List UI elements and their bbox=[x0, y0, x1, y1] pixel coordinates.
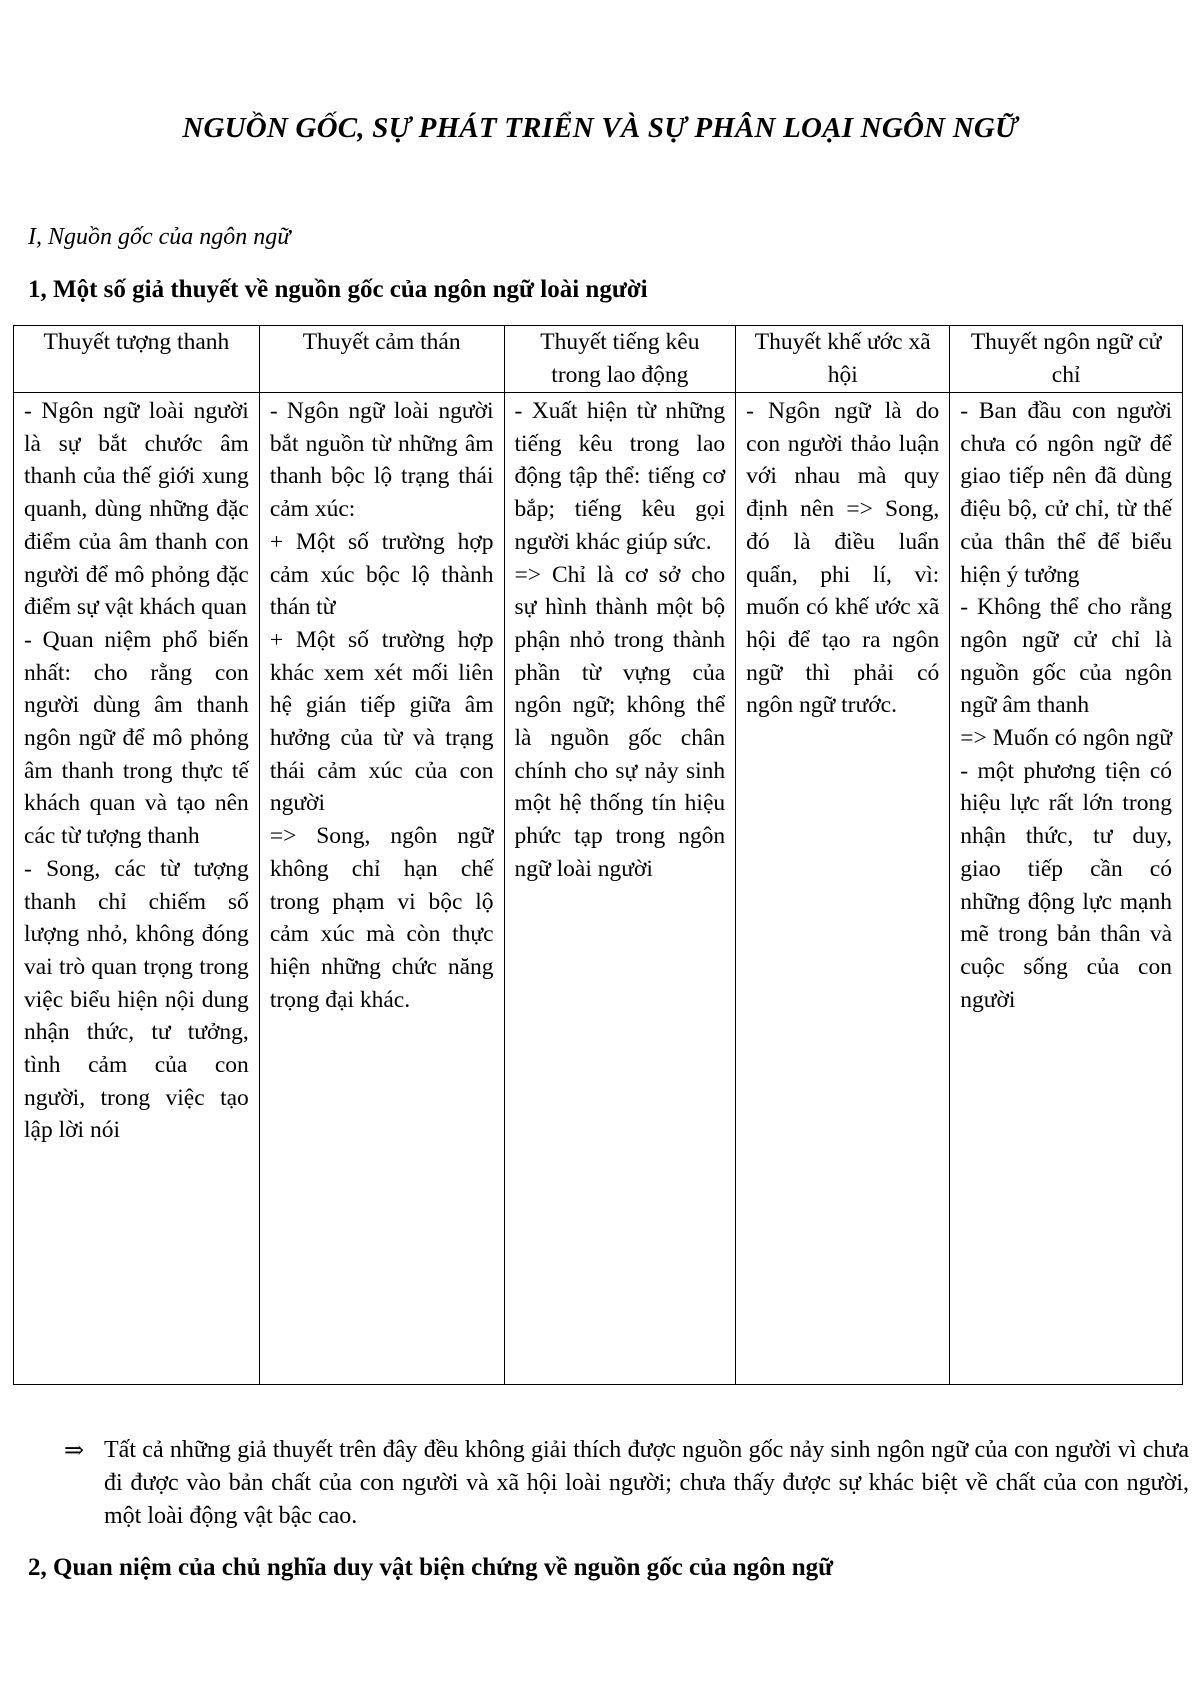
theory-table bbox=[13, 325, 1183, 1385]
header-tieng-keu: Thuyết tiếng kêu trong lao động bbox=[504, 326, 736, 393]
cell-paragraph: => Muốn có ngôn ngữ - một phương tiện có hiệu lực rất lớn trong nhận thức, tư duy, giao tiếp cần có những động lực mạnh mẽ trong bản thân và cuộc sống của con người bbox=[960, 725, 1172, 1013]
cell-tieng-keu bbox=[504, 393, 736, 1385]
cell-paragraph: - Quan niệm phổ biến nhất: cho rằng con người dùng âm thanh ngôn ngữ để mô phỏng âm thanh trong thực tế khách quan và tạo nên các từ tượng thanh bbox=[24, 626, 249, 850]
header-khe-uoc: Thuyết khế ước xã hội bbox=[736, 326, 950, 393]
header-cam-than: Thuyết cảm thán bbox=[259, 326, 504, 393]
conclusion-text: Tất cả những giả thuyết trên đây đều không giải thích được nguồn gốc nảy sinh ngôn ngữ của con người vì chưa đi được vào bản chất của con người và xã hội loài người; chưa thấy được sự khác biệt về chất của con người, một loài động vật bậc cao. bbox=[104, 1437, 1189, 1529]
cell-paragraph: + Một số trường hợp khác xem xét mối liên hệ gián tiếp giữa âm hưởng của từ và trạng thái cảm xúc của con người bbox=[269, 626, 494, 817]
header-tuong-thanh: Thuyết tượng thanh bbox=[14, 326, 260, 393]
cell-paragraph: - Không thể cho rằng ngôn ngữ cử chỉ là nguồn gốc của ngôn ngữ âm thanh bbox=[960, 594, 1172, 719]
conclusion-paragraph bbox=[64, 1434, 1189, 1533]
cell-paragraph: => Chỉ là cơ sở cho sự hình thành một bộ phận nhỏ trong thành phần từ vựng của ngôn ngữ; không thể là nguồn gốc chân chính cho sự nảy sinh một hệ thống tín hiệu phức tạp trong ngôn ngữ loài người bbox=[514, 561, 726, 882]
cell-paragraph: - Ban đầu con người chưa có ngôn ngữ để giao tiếp nên đã dùng điệu bộ, cử chỉ, từ thế của thân thể để biểu hiện ý tưởng bbox=[960, 398, 1172, 588]
subsection-heading-2: 2, Quan niệm của chủ nghĩa duy vật biện chứng về nguồn gốc của ngôn ngữ bbox=[28, 1554, 834, 1581]
cell-tuong-thanh bbox=[14, 393, 260, 1385]
implies-arrow-icon: ⇒ bbox=[64, 1436, 85, 1464]
cell-paragraph: - Ngôn ngữ là do con người thảo luận với nhau mà quy định nên => Song, đó là điều luẩn quẩn, phi lí, vì: muốn có khế ước xã hội để tạo ra ngôn ngữ thì phải có ngôn ngữ trước. bbox=[746, 398, 940, 719]
subsection-heading: 1, Một số giả thuyết về nguồn gốc của ngôn ngữ loài người bbox=[28, 276, 648, 303]
cell-cam-than bbox=[259, 393, 504, 1385]
cell-khe-uoc bbox=[736, 393, 950, 1385]
cell-paragraph: - Ngôn ngữ loài người là sự bắt chước âm thanh của thế giới xung quanh, dùng những đặc điểm của âm thanh con người để mô phỏng đặc điểm sự vật khách quan bbox=[24, 398, 249, 621]
cell-paragraph: - Ngôn ngữ loài người bắt nguồn từ những âm thanh bộc lộ trạng thái cảm xúc: bbox=[269, 398, 494, 523]
cell-paragraph: - Song, các từ tượng thanh chỉ chiếm số lượng nhỏ, không đóng vai trò quan trọng trong việc biểu hiện nội dung nhận thức, tư tưởng, tình cảm của con người, trong việc tạo lập lời nói bbox=[24, 855, 249, 1144]
table-header-row bbox=[14, 326, 1183, 393]
section-heading: I, Nguồn gốc của ngôn ngữ bbox=[28, 224, 291, 250]
page-title: NGUỒN GỐC, SỰ PHÁT TRIỂN VÀ SỰ PHÂN LOẠI NGÔN NGỮ bbox=[182, 112, 1018, 144]
cell-cu-chi bbox=[950, 393, 1183, 1385]
cell-paragraph: + Một số trường hợp cảm xúc bộc lộ thành thán từ bbox=[269, 528, 494, 621]
cell-paragraph: - Xuất hiện từ những tiếng kêu trong lao động tập thể: tiếng cơ bắp; tiếng kêu gọi người khác giúp sức. bbox=[514, 398, 726, 555]
table-row bbox=[14, 393, 1183, 1385]
cell-paragraph: => Song, ngôn ngữ không chỉ hạn chế trong phạm vi bộc lộ cảm xúc mà còn thực hiện những chức năng trọng đại khác. bbox=[269, 823, 494, 1013]
header-cu-chi: Thuyết ngôn ngữ cử chỉ bbox=[950, 326, 1183, 393]
